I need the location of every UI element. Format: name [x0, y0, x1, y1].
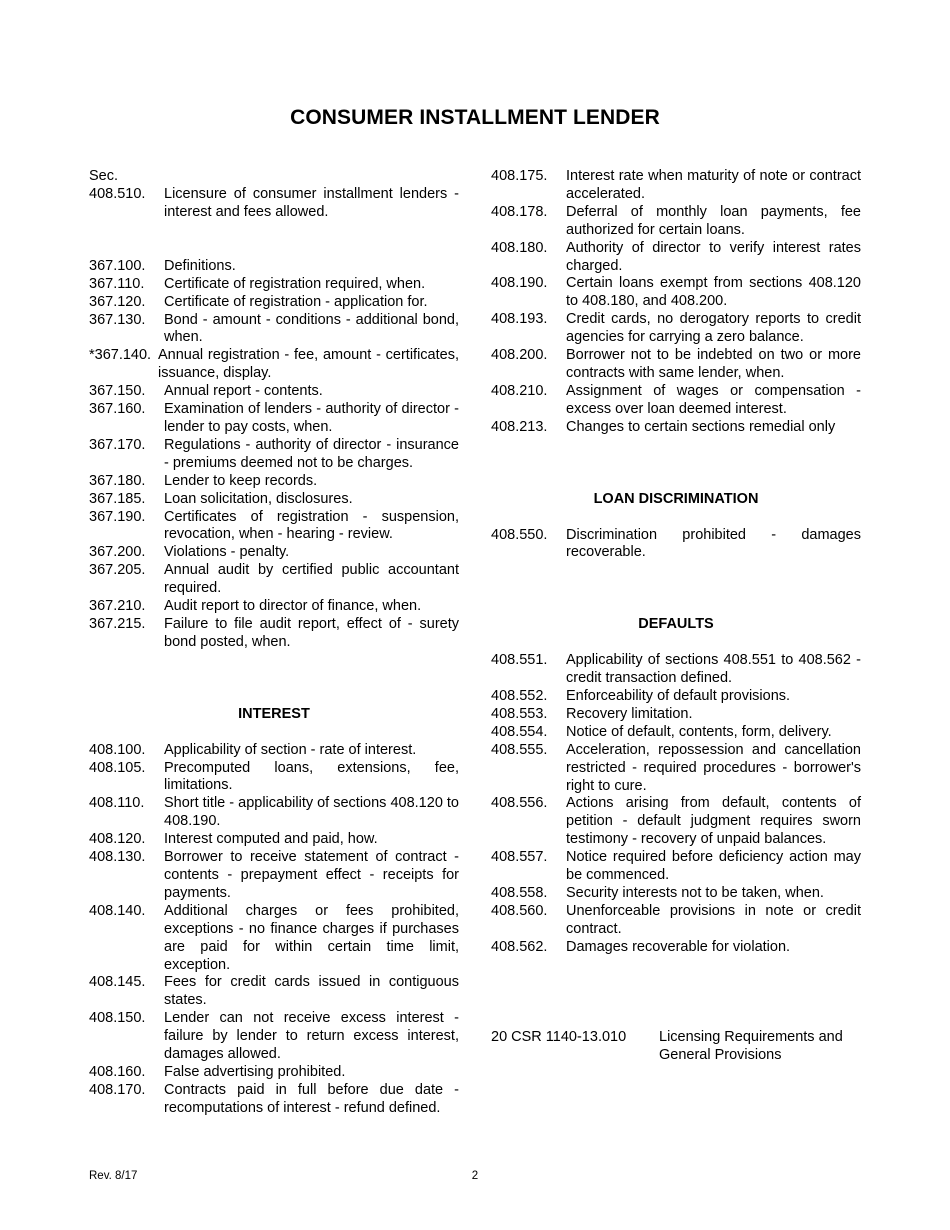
section-entry: [89, 562, 459, 598]
section-number: 408.178.: [491, 203, 548, 220]
section-entry: [491, 706, 861, 724]
section-number: 408.555.: [491, 741, 548, 758]
section-entry: [89, 544, 459, 562]
section-entry: [89, 347, 459, 383]
section-description: Interest rate when maturity of note or contract accelerated.: [566, 168, 861, 202]
section-number: 367.130.: [89, 311, 146, 328]
section-description: Audit report to director of finance, when.: [164, 598, 422, 615]
defaults-heading: DEFAULTS: [638, 616, 714, 633]
discrimination-section-list: [491, 527, 861, 563]
section-description: Contracts paid in full before due date - recomputations of interest - refund defined.: [164, 1081, 459, 1116]
page-title: CONSUMER INSTALLMENT LENDER: [290, 106, 660, 129]
section-entry: [491, 742, 861, 796]
section-description: Interest computed and paid, how.: [164, 831, 378, 848]
section-entry: [89, 831, 459, 849]
section-number: 408.560.: [491, 902, 548, 919]
section-number: 367.100.: [89, 257, 146, 274]
section-number: 367.190.: [89, 508, 146, 525]
section-number: 367.210.: [89, 598, 146, 615]
interest-continued-section-list: [491, 168, 861, 437]
section-entry: [491, 885, 861, 903]
section-description: Credit cards, no derogatory reports to credit agencies for carrying a zero balance.: [566, 311, 861, 346]
section-number: 408.556.: [491, 795, 548, 812]
section-entry: [89, 509, 459, 545]
section-description: Recovery limitation.: [566, 705, 693, 722]
section-number: 367.205.: [89, 562, 146, 579]
section-description: False advertising prohibited.: [164, 1063, 346, 1080]
section-description: Loan solicitation, disclosures.: [164, 490, 353, 507]
section-entry: [89, 903, 459, 975]
section-number: 367.120.: [89, 293, 146, 310]
section-description: Annual audit by certified public accountant required.: [164, 562, 459, 597]
section-entry: [491, 347, 861, 383]
section-description: Short title - applicability of sections 408.120 to 408.190.: [164, 795, 459, 830]
section-number: 408.170.: [89, 1081, 146, 1098]
section-number: 408.175.: [491, 168, 548, 184]
section-description: Certificates of registration - suspension, revocation, when - hearing - review.: [164, 508, 459, 543]
section-number: 408.160.: [89, 1063, 146, 1080]
section-description: Security interests not to be taken, when.: [566, 885, 824, 901]
section-entry: [89, 598, 459, 616]
section-entry: [89, 742, 459, 760]
section-entry: [491, 275, 861, 311]
csr-title: Licensing Requirements and General Provisions: [659, 1028, 843, 1063]
registration-section-list: [89, 258, 459, 652]
section-description: Authority of director to verify interest rates charged.: [566, 239, 861, 274]
section-description: Notice required before deficiency action may be commenced.: [566, 849, 861, 884]
section-description: Annual report - contents.: [164, 383, 323, 400]
section-entry: [89, 760, 459, 796]
interest-section-list: [89, 742, 459, 1118]
section-number: 408.557.: [491, 849, 548, 866]
section-description: Certain loans exempt from sections 408.120 to 408.180, and 408.200.: [566, 275, 861, 310]
interest-heading: INTEREST: [238, 705, 310, 722]
section-description: Acceleration, repossession and cancellation restricted - required procedures - borrower's right to cure.: [566, 741, 861, 794]
section-description: Changes to certain sections remedial only: [566, 418, 836, 435]
spacer: [89, 724, 459, 742]
section-number: 408.130.: [89, 849, 146, 866]
section-entry: [89, 974, 459, 1010]
section-description: Enforceability of default provisions.: [566, 688, 791, 705]
spacer: [89, 652, 459, 706]
sec-label: Sec.: [89, 168, 119, 184]
section-entry: [89, 186, 459, 222]
spacer: [491, 509, 861, 527]
defaults-section-list: [491, 652, 861, 956]
section-description: Lender to keep records.: [164, 472, 318, 489]
section-number: 408.552.: [491, 688, 548, 705]
section-number: 408.105.: [89, 759, 146, 776]
section-number: 408.145.: [89, 974, 146, 991]
section-number: 408.562.: [491, 938, 548, 955]
section-description: Additional charges or fees prohibited, exceptions - no finance charges if purchases are paid for within certain time limit, exception.: [164, 902, 459, 973]
section-number: 367.170.: [89, 436, 146, 453]
section-entry: [491, 939, 861, 957]
section-number: 408.200.: [491, 347, 548, 364]
section-entry: [89, 276, 459, 294]
section-entry: [491, 688, 861, 706]
spacer: [491, 957, 861, 1029]
section-number: 408.110.: [89, 795, 145, 812]
section-entry: [491, 311, 861, 347]
section-entry: [89, 1082, 459, 1118]
section-number: 367.185.: [89, 490, 146, 507]
section-entry: [89, 795, 459, 831]
section-description: Actions arising from default, contents of petition - default judgment requires sworn testimony - recovery of unpaid balances.: [566, 795, 861, 848]
section-description: Assignment of wages or compensation - excess over loan deemed interest.: [566, 382, 861, 417]
csr-number: 20 CSR 1140-13.010: [491, 1028, 627, 1045]
section-entry: [89, 473, 459, 491]
section-description: Notice of default, contents, form, delivery.: [566, 723, 832, 740]
section-description: Licensure of consumer installment lenders - interest and fees allowed.: [164, 186, 459, 220]
section-entry: [491, 419, 861, 437]
page-number: 2: [471, 1170, 479, 1182]
section-description: Applicability of section - rate of interest.: [164, 741, 417, 758]
section-number: 408.213.: [491, 418, 548, 435]
section-number: 408.193.: [491, 311, 548, 328]
section-entry: [491, 240, 861, 276]
section-description: Examination of lenders - authority of director - lender to pay costs, when.: [164, 401, 459, 435]
section-entry: [491, 383, 861, 419]
section-number: 408.100.: [89, 741, 146, 758]
licensure-section-list: [89, 186, 459, 222]
section-number: 367.110.: [89, 275, 145, 292]
section-entry: [491, 527, 861, 563]
revision-note: Rev. 8/17: [89, 1170, 138, 1182]
section-number: 408.554.: [491, 723, 548, 740]
section-number: 408.558.: [491, 885, 548, 901]
section-description: Precomputed loans, extensions, fee, limitations.: [164, 759, 459, 794]
section-entry: [491, 903, 861, 939]
spacer: [491, 437, 861, 491]
loan-discrimination-heading: LOAN DISCRIMINATION: [593, 490, 759, 507]
section-number: 408.510.: [89, 186, 146, 202]
left-column: [89, 168, 459, 1118]
section-description: Unenforceable provisions in note or credit contract.: [566, 902, 861, 937]
section-number: 367.160.: [89, 401, 146, 418]
section-number: 408.550.: [491, 526, 548, 543]
section-entry: [89, 491, 459, 509]
spacer: [491, 634, 861, 652]
csr-reference: [491, 1029, 861, 1065]
section-number: 408.553.: [491, 705, 548, 722]
section-number: 408.190.: [491, 275, 548, 292]
section-number: 408.210.: [491, 382, 548, 399]
section-entry: [89, 1010, 459, 1064]
section-description: Discrimination prohibited - damages recoverable.: [566, 526, 861, 561]
section-description: Certificate of registration - application for.: [164, 293, 428, 310]
section-description: Certificate of registration required, when.: [164, 275, 426, 292]
right-column: [491, 168, 861, 1064]
section-number: 408.551.: [491, 652, 548, 669]
section-number: 367.150.: [89, 383, 146, 400]
section-entry: [491, 849, 861, 885]
section-entry: [89, 616, 459, 652]
section-number: 367.215.: [89, 615, 146, 632]
section-entry: [491, 204, 861, 240]
section-description: Failure to file audit report, effect of - surety bond posted, when.: [164, 615, 459, 650]
section-number: 408.180.: [491, 239, 548, 256]
section-entry: [89, 258, 459, 276]
section-number: 408.150.: [89, 1010, 146, 1027]
section-number: 408.140.: [89, 902, 146, 919]
section-description: Applicability of sections 408.551 to 408.562 - credit transaction defined.: [566, 652, 861, 687]
section-description: Borrower not to be indebted on two or more contracts with same lender, when.: [566, 347, 861, 381]
section-number: 367.180.: [89, 472, 146, 489]
section-number: *367.140.: [89, 347, 152, 364]
section-description: Regulations - authority of director - insurance - premiums deemed not to be charges.: [164, 436, 459, 471]
section-description: Lender can not receive excess interest - failure by lender to return excess interest, damages allowed.: [164, 1010, 459, 1063]
section-number: 367.200.: [89, 544, 146, 561]
section-description: Definitions.: [164, 257, 236, 274]
section-description: Damages recoverable for violation.: [566, 938, 791, 955]
section-number: 408.120.: [89, 831, 146, 848]
section-entry: [491, 795, 861, 849]
spacer: [491, 562, 861, 616]
section-description: Fees for credit cards issued in contiguous states.: [164, 974, 459, 1009]
section-entry: [89, 437, 459, 473]
section-description: Borrower to receive statement of contract - contents - prepayment effect - receipts for payments.: [164, 849, 459, 901]
section-entry: [491, 724, 861, 742]
section-entry: [89, 849, 459, 903]
section-description: Annual registration - fee, amount - certificates, issuance, display.: [158, 347, 459, 382]
section-description: Bond - amount - conditions - additional bond, when.: [164, 311, 459, 346]
section-entry: [89, 383, 459, 401]
section-entry: [491, 652, 861, 688]
section-entry: [89, 1064, 459, 1082]
section-entry: [89, 294, 459, 312]
section-entry: [491, 168, 861, 204]
section-description: Violations - penalty.: [164, 544, 290, 561]
spacer: [89, 222, 459, 258]
section-entry: [89, 312, 459, 348]
section-description: Deferral of monthly loan payments, fee authorized for certain loans.: [566, 203, 861, 238]
section-entry: [89, 401, 459, 437]
